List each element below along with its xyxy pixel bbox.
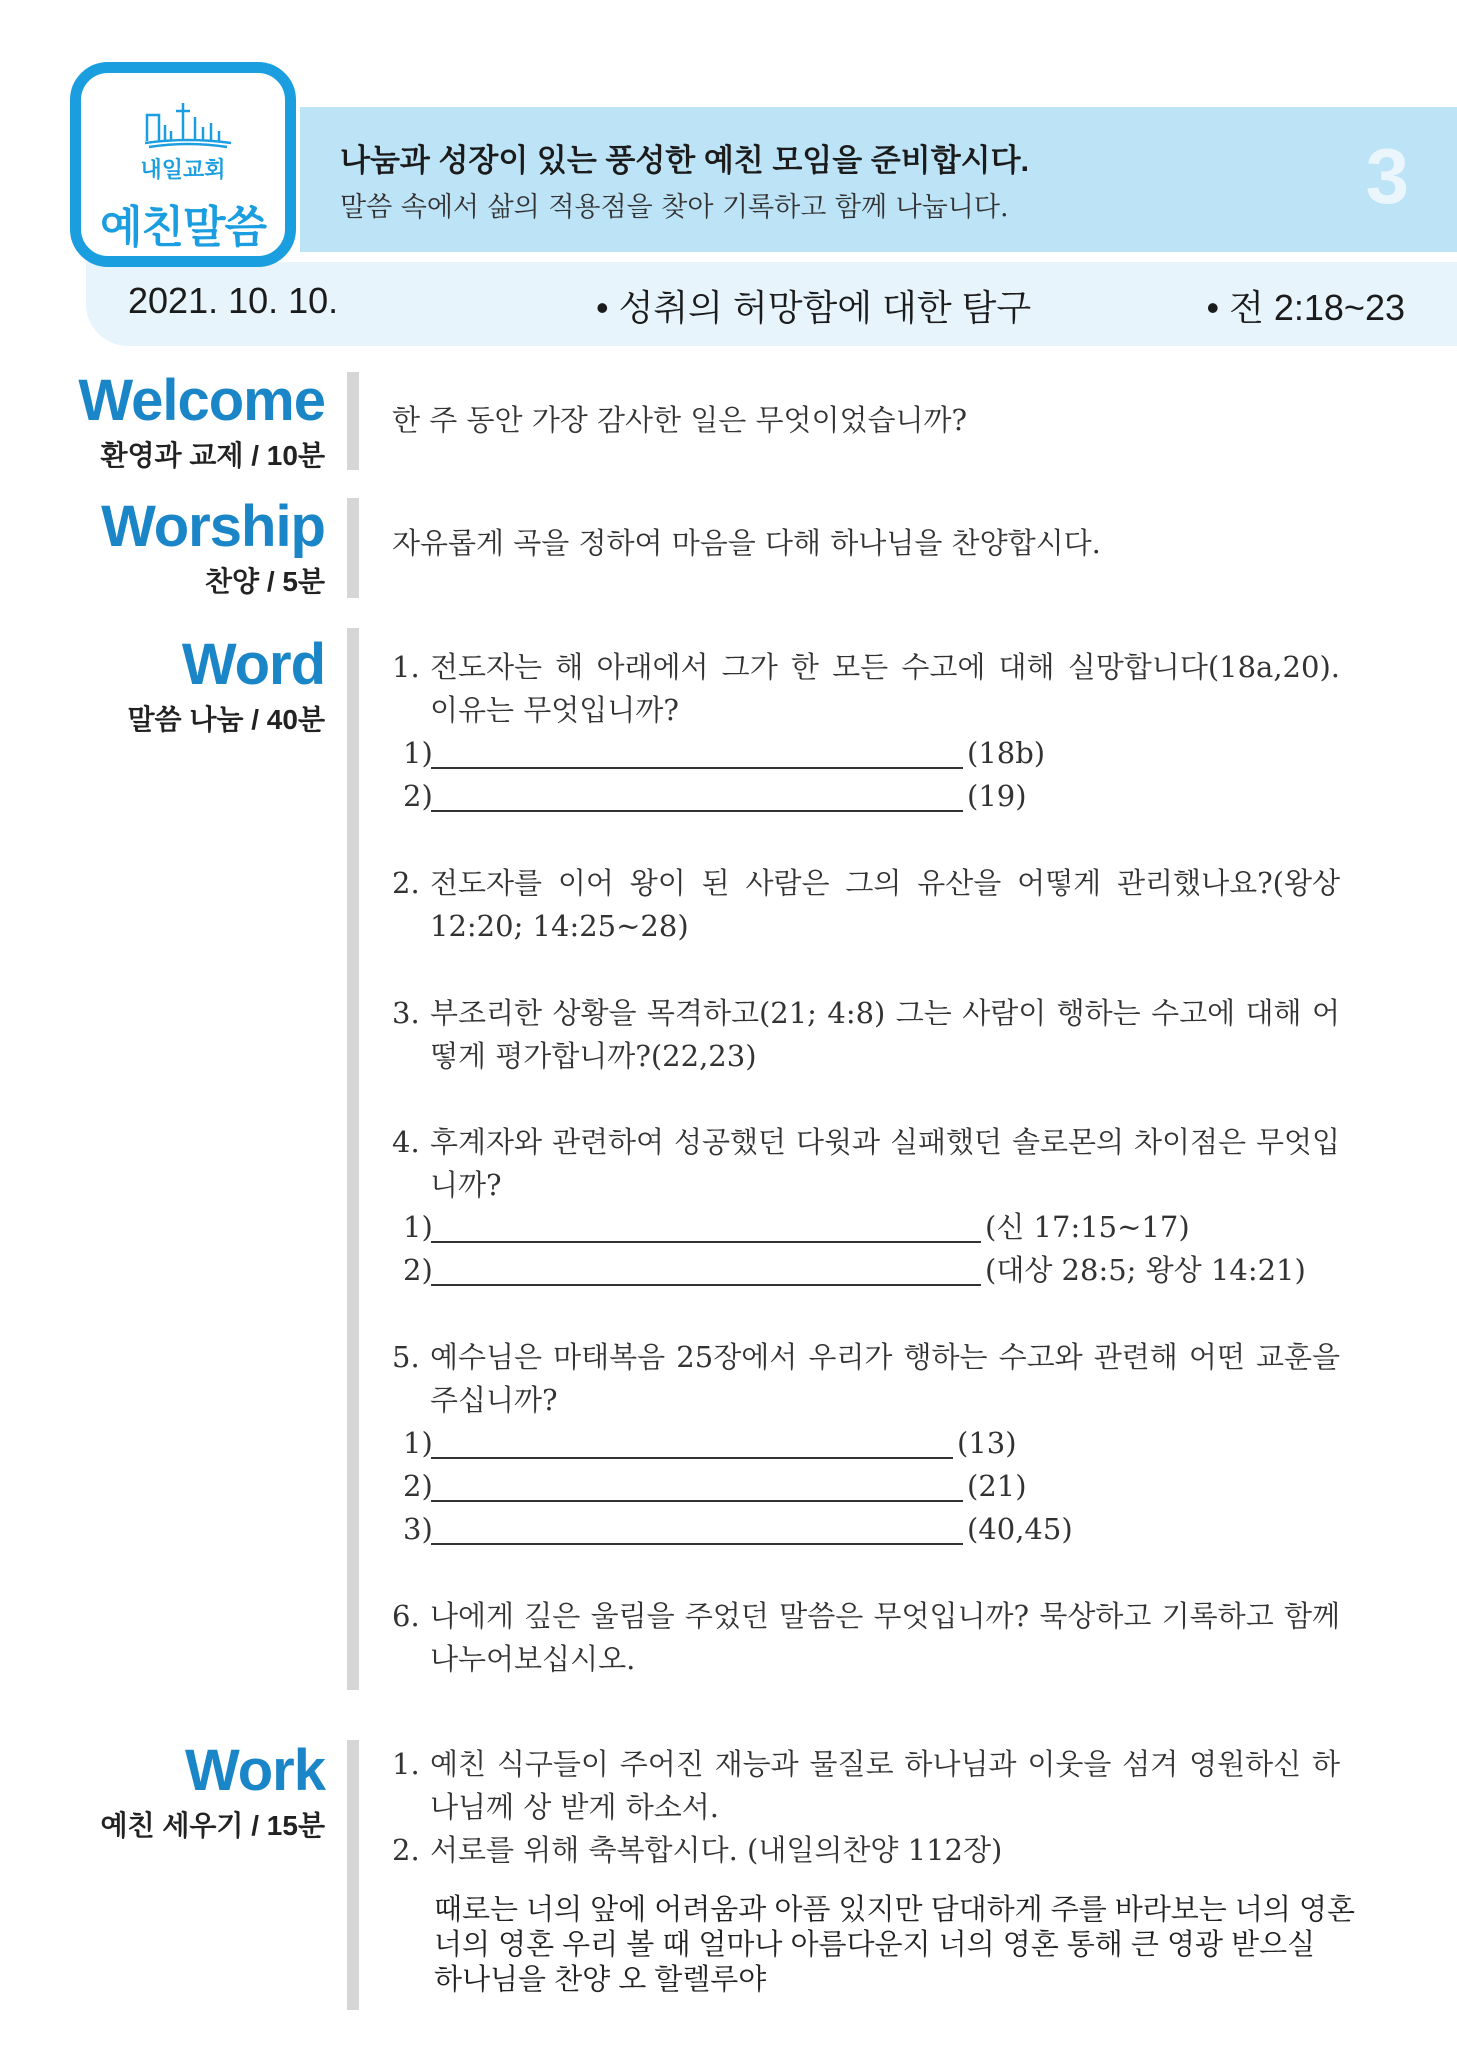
- welcome-subtitle: 환영과 교제 / 10분: [100, 440, 325, 471]
- logo-title: 예친말씀: [99, 203, 266, 252]
- welcome-heading: [78, 368, 325, 474]
- header-banner: [300, 107, 1457, 252]
- skyline-icon: [143, 97, 233, 149]
- work-title: Work: [185, 1738, 325, 1803]
- worship-heading: [101, 494, 325, 600]
- item-text: 서로를 위해 축복합시다. (내일의찬양 112장): [430, 1833, 1003, 1867]
- question-text: 예수님은 마태복음 25장에서 우리가 행하는 수고와 관련해 어떤 교훈을 주십니까?: [430, 1340, 1340, 1417]
- answer-blank[interactable]: 3) (40,45): [403, 1508, 1073, 1551]
- section-divider: [347, 628, 359, 1690]
- answer-blank[interactable]: 2) (19): [403, 775, 1027, 818]
- topic: • 성취의 허망함에 대한 탐구: [596, 287, 1032, 328]
- question-5: [392, 1336, 1340, 1422]
- banner-subline: 말씀 속에서 삶의 적용점을 찾아 기록하고 함께 나눕니다.: [340, 192, 1009, 223]
- work-item-1: [392, 1743, 1340, 1829]
- answer-blank[interactable]: 1) (신 17:15~17): [403, 1206, 1190, 1249]
- word-title: Word: [181, 632, 325, 697]
- section-divider: [347, 1740, 359, 2010]
- question-4: [392, 1121, 1340, 1207]
- hymn-line: 때로는 너의 앞에 어려움과 아픔 있지만 담대하게 주를 바라보는 너의 영혼: [434, 1894, 1355, 1926]
- item-text: 예친 식구들이 주어진 재능과 물질로 하나님과 이웃을 섬겨 영원하신 하나님께 상 받게 하소서.: [430, 1747, 1340, 1824]
- question-text: 부조리한 상황을 목격하고(21; 4:8) 그는 사람이 행하는 수고에 대해 어떻게 평가합니까?(22,23): [430, 996, 1340, 1073]
- question-text: 전도자를 이어 왕이 된 사람은 그의 유산을 어떻게 관리했나요?(왕상 12:20; 14:25~28): [430, 866, 1340, 943]
- answer-line[interactable]: [431, 1207, 981, 1243]
- lesson-number: 3: [1365, 132, 1409, 220]
- question-6: [392, 1595, 1340, 1681]
- answer-line[interactable]: [431, 733, 963, 769]
- work-subtitle: 예친 세우기 / 15분: [100, 1810, 325, 1841]
- answer-line[interactable]: [431, 1423, 953, 1459]
- answer-blank[interactable]: 2) (대상 28:5; 왕상 14:21): [403, 1249, 1306, 1292]
- date: 2021. 10. 10.: [128, 280, 339, 321]
- welcome-title: Welcome: [78, 368, 325, 433]
- section-divider: [347, 372, 359, 470]
- answer-line[interactable]: [431, 1509, 963, 1545]
- hymn-lyrics: [434, 1893, 1355, 1998]
- item-number: 2.: [392, 1833, 420, 1867]
- worship-subtitle: 찬양 / 5분: [204, 566, 325, 597]
- worship-text: 자유롭게 곡을 정하여 마음을 다해 하나님을 찬양합시다.: [392, 526, 1101, 560]
- banner-headline: 나눔과 성장이 있는 풍성한 예친 모임을 준비합시다.: [340, 143, 1030, 178]
- question-1: [392, 646, 1340, 732]
- item-number: 1.: [392, 1747, 420, 1781]
- question-number: 3.: [392, 996, 420, 1030]
- question-text: 나에게 깊은 울림을 주었던 말씀은 무엇입니까? 묵상하고 기록하고 함께 나누어보십시오.: [430, 1599, 1340, 1676]
- question-number: 5.: [392, 1340, 420, 1374]
- question-number: 6.: [392, 1599, 420, 1633]
- answer-blank[interactable]: 1) (13): [403, 1422, 1017, 1465]
- word-subtitle: 말씀 나눔 / 40분: [127, 704, 325, 735]
- answer-line[interactable]: [431, 1466, 963, 1502]
- welcome-text: 한 주 동안 가장 감사한 일은 무엇이었습니까?: [392, 403, 968, 437]
- hymn-line: 하나님을 찬양 오 할렐루야: [434, 1964, 767, 1996]
- question-3: [392, 992, 1340, 1078]
- answer-line[interactable]: [431, 1250, 981, 1286]
- answer-blank[interactable]: 2) (21): [403, 1465, 1027, 1508]
- worship-title: Worship: [101, 494, 325, 559]
- question-text: 후계자와 관련하여 성공했던 다윗과 실패했던 솔로몬의 차이점은 무엇입니까?: [430, 1125, 1340, 1202]
- work-item-2: [392, 1829, 1340, 1872]
- work-heading: [100, 1738, 325, 1844]
- answer-line[interactable]: [431, 776, 963, 812]
- passage: • 전 2:18~23: [1206, 287, 1405, 328]
- word-heading: [127, 632, 325, 738]
- question-number: 1.: [392, 650, 420, 684]
- question-number: 4.: [392, 1125, 420, 1159]
- date-bar: [86, 262, 1457, 346]
- answer-blank[interactable]: 1) (18b): [403, 732, 1045, 775]
- question-number: 2.: [392, 866, 420, 900]
- question-text: 전도자는 해 아래에서 그가 한 모든 수고에 대해 실망합니다(18a,20). 이유는 무엇입니까?: [430, 650, 1340, 727]
- hymn-line: 너의 영혼 우리 볼 때 얼마나 아름다운지 너의 영혼 통해 큰 영광 받으실: [434, 1929, 1316, 1961]
- question-2: [392, 862, 1340, 948]
- church-logo: [70, 62, 296, 267]
- logo-church-name: 내일교회: [140, 157, 226, 182]
- section-divider: [347, 498, 359, 598]
